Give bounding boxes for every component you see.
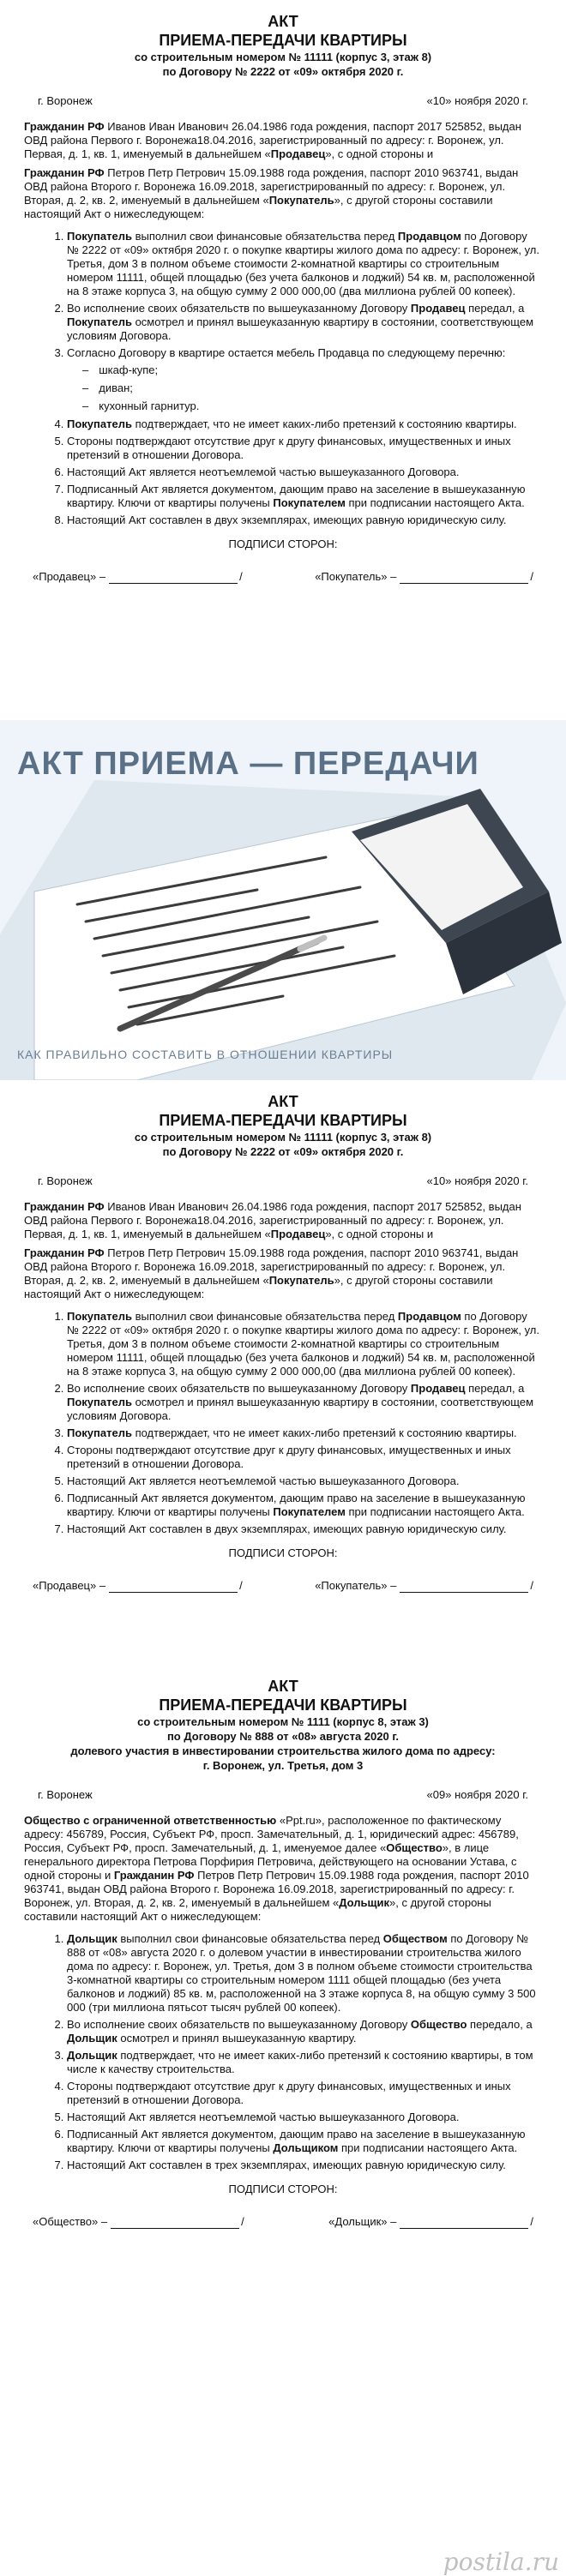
- doc-title: ПРИЕМА-ПЕРЕДАЧИ КВАРТИРЫ: [159, 1696, 407, 1714]
- clause: 5. Настоящий Акт является неотъемлемой частью вышеуказанного Договора.: [67, 1474, 542, 1488]
- doc-title: ПРИЕМА-ПЕРЕДАЧИ КВАРТИРЫ: [159, 1112, 407, 1129]
- date: «10» ноября 2020 г.: [426, 1174, 528, 1187]
- clauses-list: [24, 1310, 542, 1536]
- doc-subtitle: по Договору № 2222 от «09» октября 2020 г.: [162, 65, 404, 78]
- doc-subtitle: по Договору № 2222 от «09» октября 2020 г.: [162, 1145, 404, 1158]
- clause: 6. Настоящий Акт является неотъемлемой частью вышеуказанного Договора.: [67, 465, 542, 479]
- signature-buyer: «Покупатель» – /: [315, 1579, 533, 1592]
- clause: 4. Стороны подтверждают отсутствие друг к другу финансовых, имущественных и иных претензий в отношении Договора.: [67, 1444, 542, 1471]
- list-item: – диван;: [101, 381, 542, 395]
- banner-title: АКТ ПРИЕМА — ПЕРЕДАЧИ: [17, 746, 479, 782]
- doc-subtitle: со строительным номером № 11111 (корпус 3, этаж 8): [134, 51, 432, 63]
- clauses-list: [24, 230, 542, 527]
- date: «09» ноября 2020 г.: [426, 1788, 528, 1801]
- furniture-list: [67, 363, 542, 413]
- doc-title: ПРИЕМА-ПЕРЕДАЧИ КВАРТИРЫ: [159, 32, 407, 49]
- parties-paragraph: Общество с ограниченной ответственностью «Ppt.ru», расположенное по фактическому адресу: 456789, Россия, Субъект РФ, просп. Замечательный, д. 1, юридический адрес: 456789, Россия, Субъект РФ, просп. Замечательный, д. 1, именуемое далее «Общество», в лице генерального директора Петрова Порфирия Петровича, действующего на основании Устава, с одной стороны и Гражданин РФ Петров Петр Петрович 15.09.1988 года рождения, паспорт 2010 963741, выдан ОВД района Второго г. Воронежа 16.09.2018, зарегистрированный по адресу: г. Воронеж, ул. Вторая, д. 2, кв. 2, именуемый в дальнейшем «Дольщик», с другой стороны составили настоящий Акт о нижеследующем:: [24, 1814, 529, 1923]
- doc-subtitle: со строительным номером № 11111 (корпус 3, этаж 8): [134, 1131, 432, 1144]
- signature-seller: «Продавец» – /: [33, 570, 243, 583]
- clause: 6. Подписанный Акт является документом, дающим право на заселение в вышеуказанную квартиру. Ключи от квартиры получены Покупателем при подписании настоящего Акта.: [67, 1492, 542, 1519]
- signature-company: «Общество» – /: [33, 2215, 244, 2228]
- clause: 8. Настоящий Акт составлен в двух экземплярах, имеющих равную юридическую силу.: [67, 513, 542, 527]
- doc-title: АКТ: [268, 1678, 298, 1695]
- list-item: – шкаф-купе;: [101, 363, 542, 377]
- clause: 5. Настоящий Акт является неотъемлемой частью вышеуказанного Договора.: [67, 2111, 542, 2124]
- signature-row: [33, 570, 533, 584]
- date: «10» ноября 2020 г.: [426, 94, 528, 107]
- doc-subtitle: долевого участия в инвестировании строительства жилого дома по адресу:: [70, 1744, 496, 1757]
- signature-line: [400, 1580, 528, 1593]
- signature-line: [109, 571, 238, 584]
- signature-seller: «Продавец» – /: [33, 1579, 243, 1592]
- clause: 6. Подписанный Акт является документом, дающим право на заселение в вышеуказанную квартиру. Ключи от квартиры получены Дольщиком при подписании настоящего Акта.: [67, 2128, 542, 2155]
- act-document-3: [0, 1672, 566, 2576]
- doc-title: АКТ: [268, 1093, 298, 1110]
- list-item: – кухонный гарнитур.: [101, 399, 542, 413]
- watermark: postila.ru: [443, 2548, 559, 2576]
- city: г. Воронеж: [38, 1174, 93, 1187]
- signature-row: [33, 1579, 533, 1593]
- signatures-title: ПОДПИСИ СТОРОН:: [228, 537, 338, 550]
- clause: 1. Дольщик выполнил свои финансовые обязательства перед Обществом по Договору № 888 от «08» августа 2020 г. о долевом участии в инвестировании строительства жилого дома по адресу: г. Воронеж, ул. Третья, дом 3 в полном объеме стоимости строительства 3-комнатной квартиры со строительным номером 1111 общей площадью (без учета балконов и лоджий) 85 кв. м, расположенной на 3 этаже корпуса 8, на общую сумму 3 500 000 (три миллиона пятьсот тысяч рублей 00 копеек).: [67, 1932, 542, 2015]
- clause: 7. Настоящий Акт составлен в трех экземплярах, имеющих равную юридическую силу.: [67, 2159, 542, 2172]
- clause: 2. Во исполнение своих обязательств по вышеуказанному Договору Продавец передал, а Покупатель осмотрел и принял вышеуказанную квартиру в состоянии, соответствующем условиям Договора.: [67, 302, 542, 343]
- party-buyer: Гражданин РФ Петров Петр Петрович 15.09.1988 года рождения, паспорт 2010 963741, выдан ОВД района Второго г. Воронежа 16.09.2018, зарегистрированный по адресу: г. Воронеж, ул. Вторая, д. 2, кв. 2, именуемый в дальнейшем «Покупатель», с другой стороны составили настоящий Акт о нижеследующем:: [24, 1246, 519, 1300]
- clause: 7. Подписанный Акт является документом, дающим право на заселение в вышеуказанную квартиру. Ключи от квартиры получены Покупателем при подписании настоящего Акта.: [67, 483, 542, 510]
- city: г. Воронеж: [38, 94, 93, 107]
- act-document-1: [0, 0, 566, 720]
- doc-subtitle: со строительным номером № 1111 (корпус 8, этаж 3): [137, 1715, 429, 1728]
- party-seller: Гражданин РФ Иванов Иван Иванович 26.04.1986 года рождения, паспорт 2017 525852, выдан ОВД района Первого г. Воронежа18.04.2016, зарегистрированный по адресу: г. Воронеж, ул. Первая, д. 1, кв. 1, именуемый в дальнейшем «Продавец», с одной стороны и: [24, 120, 521, 160]
- signature-line: [109, 1580, 238, 1593]
- signature-line: [400, 571, 528, 584]
- doc-subtitle: г. Воронеж, ул. Третья, дом 3: [202, 1759, 364, 1772]
- signatures-title: ПОДПИСИ СТОРОН:: [228, 2183, 338, 2195]
- city-date-row: [38, 1788, 528, 1802]
- clause: 4. Стороны подтверждают отсутствие друг к другу финансовых, имущественных и иных претензий в отношении Договора.: [67, 2080, 542, 2107]
- signatures-title: ПОДПИСИ СТОРОН:: [228, 1546, 338, 1559]
- clause: 1. Покупатель выполнил свои финансовые обязательства перед Продавцом по Договору № 2222 от «09» октября 2020 г. о покупке квартиры жилого дома по адресу: г. Воронеж, ул. Третья, дом 3 в полном объеме стоимости 2-комнатной квартиры со строительным номером 11111, общей площадью (без учета балконов и лоджий) 54 кв. м, расположенной на 8 этаже корпуса 3, на общую сумму 2 000 000,00 (два миллиона рублей 00 копеек).: [67, 230, 542, 298]
- clauses-list: [24, 1932, 542, 2172]
- clause: 3. Согласно Договору в квартире остается мебель Продавца по следующему перечню: – шкаф-купе; – диван; – кухонный гарнитур.: [67, 346, 542, 413]
- clause: 1. Покупатель выполнил свои финансовые обязательства перед Продавцом по Договору № 2222 от «09» октября 2020 г. о покупке квартиры жилого дома по адресу: г. Воронеж, ул. Третья, дом 3 в полном объеме стоимости 2-комнатной квартиры со строительным номером 11111, общей площадью (без учета балконов и лоджий) 54 кв. м, расположенной на 8 этаже корпуса 3, на общую сумму 2 000 000,00 (два миллиона рублей 00 копеек).: [67, 1310, 542, 1378]
- signature-line: [400, 2216, 528, 2229]
- banner-caption: КАК ПРАВИЛЬНО СОСТАВИТЬ В ОТНОШЕНИИ КВАРТИРЫ: [17, 1048, 394, 1061]
- signature-row: [33, 2215, 533, 2229]
- act-document-2: [0, 1080, 566, 1672]
- doc-title: АКТ: [268, 13, 298, 30]
- clause: 2. Во исполнение своих обязательств по вышеуказанному Договору Продавец передал, а Покупатель осмотрел и принял вышеуказанную квартиру в состоянии, соответствующем условиям Договора.: [67, 1382, 542, 1423]
- party-buyer: Гражданин РФ Петров Петр Петрович 15.09.1988 года рождения, паспорт 2010 963741, выдан ОВД района Второго г. Воронежа 16.09.2018, зарегистрированный по адресу: г. Воронеж, ул. Вторая, д. 2, кв. 2, именуемый в дальнейшем «Покупатель», с другой стороны составили настоящий Акт о нижеследующем:: [24, 166, 519, 220]
- clause: 2. Во исполнение своих обязательств по вышеуказанному Договору Общество передало, а Дольщик осмотрел и принял вышеуказанную квартиру.: [67, 2018, 542, 2045]
- party-seller: Гражданин РФ Иванов Иван Иванович 26.04.1986 года рождения, паспорт 2017 525852, выдан ОВД района Первого г. Воронежа18.04.2016, зарегистрированный по адресу: г. Воронеж, ул. Первая, д. 1, кв. 1, именуемый в дальнейшем «Продавец», с одной стороны и: [24, 1200, 521, 1240]
- city: г. Воронеж: [38, 1788, 93, 1801]
- banner-background: [0, 720, 566, 1080]
- clause: 4. Покупатель подтверждает, что не имеет каких-либо претензий к состоянию квартиры.: [67, 417, 542, 431]
- banner-image: [0, 720, 566, 1080]
- signature-line: [111, 2216, 239, 2229]
- city-date-row: [38, 94, 528, 108]
- signature-shareholder: «Дольщик» – /: [328, 2215, 533, 2228]
- clause: 3. Дольщик подтверждает, что не имеет каких-либо претензий к состоянию квартиры, в том числе к качеству строительства.: [67, 2049, 542, 2076]
- doc-subtitle: по Договору № 888 от «08» августа 2020 г.: [166, 1730, 400, 1743]
- clause: 3. Покупатель подтверждает, что не имеет каких-либо претензий к состоянию квартиры.: [67, 1426, 542, 1440]
- city-date-row: [38, 1174, 528, 1188]
- clause: 7. Настоящий Акт составлен в двух экземплярах, имеющих равную юридическую силу.: [67, 1522, 542, 1536]
- signature-buyer: «Покупатель» – /: [315, 570, 533, 583]
- clause: 5. Стороны подтверждают отсутствие друг к другу финансовых, имущественных и иных претензий в отношении Договора.: [67, 435, 542, 462]
